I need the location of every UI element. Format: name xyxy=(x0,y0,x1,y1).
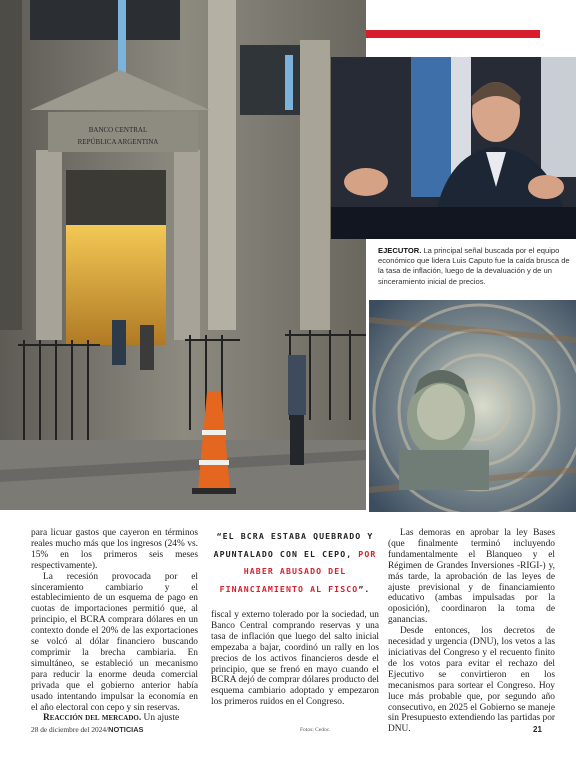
sign-line-1: BANCO CENTRAL xyxy=(88,126,148,134)
sign-line-2: REPÚBLICA ARGENTINA xyxy=(77,138,159,146)
footer-magazine: NOTICIAS xyxy=(108,725,144,734)
photo-caption xyxy=(378,246,574,287)
footer-date-text: 28 de diciembre del 2024/ xyxy=(31,725,109,734)
photo-caputo xyxy=(331,57,576,239)
central-bank-illustration xyxy=(0,0,366,510)
subheading-reaccion: Reacción del mercado. xyxy=(43,713,142,724)
col1-paragraph-3 xyxy=(31,713,198,724)
col1-paragraph-1: para licuar gastos que cayeron en términos reales mucho más que los ingresos (24% vs. 15% en los primeros seis meses respectivamente). xyxy=(31,528,198,571)
caption-lead: EJECUTOR. xyxy=(378,246,422,255)
pull-quote xyxy=(211,528,379,598)
dollar-bill-illustration xyxy=(369,300,576,512)
col2-paragraph-1: fiscal y externo tolerado por la sociedad, un Banco Central comprando reservas y una tasa de inflación que luego del salto inicial empezaba a bajar, coordinó un rally en los precios de los activos financieros desde el principio, que se frenó en mayo cuando el BCRA dejó de comprar dólares producto del esquema cambiario adoptado y empezaron los primeros ruidos en el Congreso. xyxy=(211,610,379,708)
col1-paragraph-2: La recesión provocada por el sinceramiento cambiario y el establecimiento de un esquema de pago en cuotas de importaciones permitió que, al principio, el BCRA comprara dólares en un contexto donde el 20% de las exportaciones se volcó al dólar financiero buscando comprimir la brecha cambiaria. En simultáneo, se estableció un mecanismo para reducir la enorme deuda comercial privada que el gobierno anterior había usado intentando impulsar la economía en el año electoral con cepo y sin reservas. xyxy=(31,571,198,713)
text-column-2 xyxy=(211,610,379,708)
col1-paragraph-3-text: Un ajuste xyxy=(141,713,180,724)
speaker-illustration xyxy=(331,57,576,239)
page-number: 21 xyxy=(533,725,542,734)
col3-paragraph-1: Las demoras en aprobar la ley Bases (que finalmente terminó incluyendo fundamentalmente el Blanqueo y el Régimen de Grandes Inversiones -RIGI-) y, más tarde, la aprobación de las leyes de ajuste previsional y de financiamiento educativo (ambas impulsadas por la oposición), coordinaron la toma de ganancias. xyxy=(388,528,555,626)
pull-quote-part-3: ”. xyxy=(358,583,371,594)
photo-credit: Fotos: Cedoc. xyxy=(300,727,331,733)
caption-text: La principal señal buscada por el equipo económico que lidera Luis Caputo fue la caída brusca de la tasa de inflación, luego de la devaluación y de un sinceramiento inicial de precios. xyxy=(378,246,570,286)
text-column-1 xyxy=(31,528,198,724)
photo-central-bank xyxy=(0,0,366,510)
accent-bar xyxy=(366,30,540,38)
pull-quote-highlight: POR HABER ABUSADO DEL FINANCIAMIENTO AL FISCO xyxy=(219,548,377,594)
col3-paragraph-2: Desde entonces, los decretos de necesidad y urgencia (DNU), los vetos a las iniciativas del Congreso y el recuento finito de los votos para evitar el rechazo del Ejecutivo se convirtieron en los mecanismos para sortear el Congreso. Hoy luce más probable que, por segundo año consecutivo, en 2025 el Gobierno se maneje sin Presupuesto extendiendo las partidas por DNU. xyxy=(388,626,555,735)
footer-date xyxy=(31,725,143,734)
pull-quote-part-1: “EL BCRA ESTABA QUEBRADO Y APUNTALADO CON EL CEPO, xyxy=(213,531,374,559)
photo-banknote xyxy=(369,300,576,512)
text-column-3 xyxy=(388,528,555,735)
